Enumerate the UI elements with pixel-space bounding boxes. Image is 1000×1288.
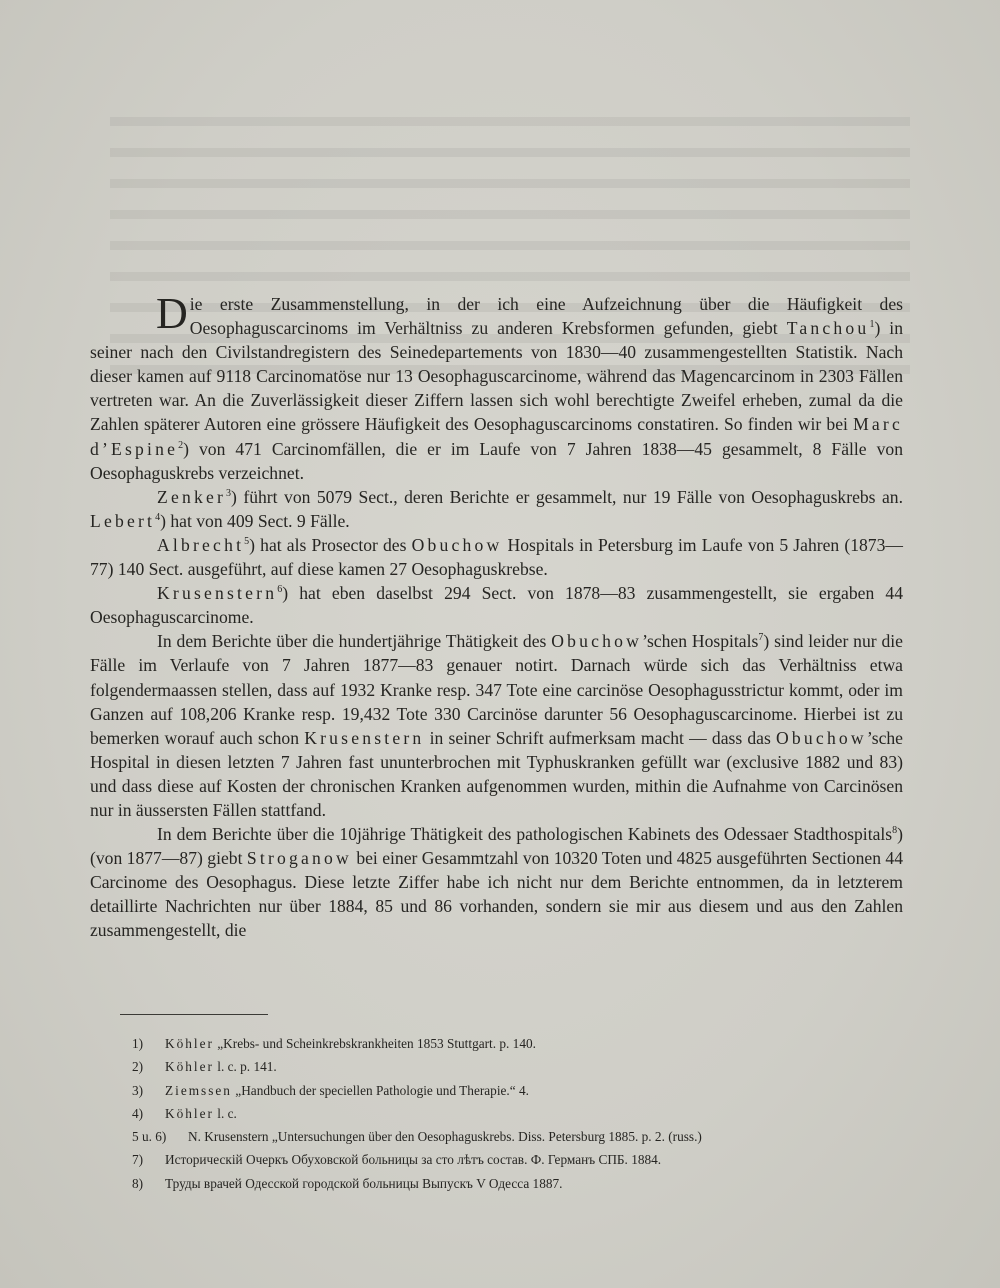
body-text xyxy=(90,289,903,943)
footnotes xyxy=(132,1032,932,1195)
author-name: Zenker xyxy=(157,486,227,507)
footnote-text: l. c. xyxy=(213,1105,237,1121)
author-name: Marc d’Espine xyxy=(90,414,903,459)
footnote-separator xyxy=(120,1014,268,1015)
footnote-author: N. Krusenstern xyxy=(188,1129,269,1145)
footnote-author: Köhler xyxy=(165,1059,214,1075)
initial-letter: D xyxy=(156,289,188,338)
paragraph-1: Die erste Zusammenstellung, in der ich eine Aufzeichnung über die Häufigkeit des Oesophaguscarcinoms im Verhältniss zu anderen Krebsformen gefunden, giebt Tanchou$^1$) in seiner nach den Civilstandregistern des Seinedepartements von 1830—40 zusammengestellten Statistik. Nach dieser kamen auf 9118 Carcinomatöse nur 13 Oesophaguscarcinome, während das Magencarcinom in 2303 Fällen vertreten war. An die Zuverlässigkeit dieser Ziffern lassen sich wohl berechtigte Zweifel erheben, zumal da die Zahlen späterer Autoren eine grössere Häufigkeit des Oesophaguscarcinoms constatiren. So finden wir bei Marc d’Espine$^2$) von 471 Carcinomfällen, die er im Laufe von 7 Jahren 1838—45 gesammelt, 8 Fälle von Oesophaguskrebs verzeichnet. xyxy=(90,289,903,483)
footnote-number: 7) xyxy=(132,1152,144,1168)
author-name: Stroganow xyxy=(246,848,352,869)
author-name: Tanchou xyxy=(786,318,870,339)
footnote-ref: 2 xyxy=(178,439,184,451)
footnote-3 xyxy=(132,1079,932,1102)
footnote-5-6 xyxy=(132,1125,932,1148)
footnote-8 xyxy=(132,1172,932,1195)
author-name: Lebert xyxy=(90,510,156,531)
paragraph-2: Zenker$^3$) führt von 5079 Sect., deren Berichte er gesammelt, nur 19 Fälle von Oesophaguskrebs an. Lebert$^4$) hat von 409 Sect. 9 Fälle. xyxy=(90,486,903,531)
footnote-ref: 7 xyxy=(758,632,764,644)
footnote-1 xyxy=(132,1032,932,1055)
paragraph-6: In dem Berichte über die 10jährige Thätigkeit des pathologischen Kabinets des Odessaer Stadthospitals$^8$) (von 1877—87) giebt Stroganow bei einer Gesammtzahl von 10320 Toten und 4825 ausgeführten Sectionen 44 Carcinome des Oesophagus. Diese letzte Ziffer habe ich nicht nur dem Berichte entnommen, da in letzterem detaillirte Nachrichten nur über 1884, 85 und 86 vorhanden, sondern sie mir aus diesem und aus den Zahlen zusammengestellt, die xyxy=(90,824,903,941)
footnote-number: 4) xyxy=(132,1105,144,1121)
paragraph-5: In dem Berichte über die hundertjährige Thätigkeit des Obuchow’schen Hospitals$^7$) sind leider nur die Fälle im Verlaufe von 7 Jahren 1877—83 genauer notirt. Darnach würde sich das Verhältniss etwa folgendermaassen stellen, dass auf 1932 Kranke resp. 347 Tote eine carcinöse Oesophagusstrictur kommt, oder im Ganzen auf 108,206 Kranke resp. 19,432 Tote 330 Carcinöse darunter 56 Oesophaguscarcinome. Hierbei ist zu bemerken worauf auch schon Krusenstern in seiner Schrift aufmerksam macht — dass das Obuchow’sche Hospital in diesen letzten 7 Jahren fast ununterbrochen mit Typhuskranken gefüllt war (exclusive 1882 und 83) und dass diese auf Kosten der chronischen Kranken aufgenommen wurden, mithin die Aufnahme von Carcinösen nur in äussersten Fällen stattfand. xyxy=(90,631,903,820)
author-name: Krusenstern xyxy=(304,727,425,748)
footnote-author: Köhler xyxy=(165,1105,214,1121)
footnote-number: 8) xyxy=(132,1175,144,1191)
footnote-ref: 5 xyxy=(244,536,250,548)
footnote-text: „Krebs- und Scheinkrebskrankheiten 1853 Stuttgart. p. 140. xyxy=(213,1036,536,1051)
footnote-number: 5 u. 6) xyxy=(132,1129,167,1145)
footnote-ref: 3 xyxy=(226,487,232,499)
footnote-text: l. c. p. 141. xyxy=(213,1059,277,1075)
hospital-name: Obuchow xyxy=(551,631,643,652)
footnote-number: 2) xyxy=(132,1059,144,1075)
footnote-text: „Handbuch der speciellen Pathologie und Therapie.“ 4. xyxy=(231,1082,529,1098)
hospital-name: Obuchow xyxy=(776,727,867,748)
footnote-text: Историческiй Очеркъ Обуховской больницы за сто лѣтъ состав. Ф. Германъ СПБ. 1884. xyxy=(165,1152,662,1168)
footnote-author: Köhler xyxy=(165,1036,214,1051)
footnote-number: 1) xyxy=(132,1036,144,1051)
footnote-author: Ziemssen xyxy=(165,1082,232,1098)
footnote-ref: 1 xyxy=(869,319,875,331)
footnote-ref: 6 xyxy=(277,584,283,596)
paragraph-4: Krusenstern$^6$) hat eben daselbst 294 Sect. von 1878—83 zusammengestellt, sie ergaben 44 Oesophaguscarcinome. xyxy=(90,583,903,628)
footnote-number: 3) xyxy=(132,1082,144,1098)
footnote-ref: 4 xyxy=(155,511,161,523)
author-name: Krusenstern xyxy=(157,583,278,604)
footnote-7 xyxy=(132,1148,932,1171)
footnote-text: „Untersuchungen über den Oesophaguskrebs. Diss. Petersburg 1885. p. 2. (russ.) xyxy=(268,1129,702,1145)
footnote-ref: 8 xyxy=(892,825,898,837)
author-name: Albrecht xyxy=(157,534,245,555)
paragraph-3: Albrecht$^5$) hat als Prosector des Obuchow Hospitals in Petersburg im Laufe von 5 Jahren (1873—77) 140 Sect. ausgeführt, auf diese kamen 27 Oesophaguskrebse. xyxy=(90,534,903,580)
footnote-4 xyxy=(132,1102,932,1125)
footnote-text: Труды врачей Одесской городской больницы Выпускъ V Одесса 1887. xyxy=(165,1175,563,1191)
footnote-2 xyxy=(132,1055,932,1078)
hospital-name: Obuchow xyxy=(411,534,503,555)
